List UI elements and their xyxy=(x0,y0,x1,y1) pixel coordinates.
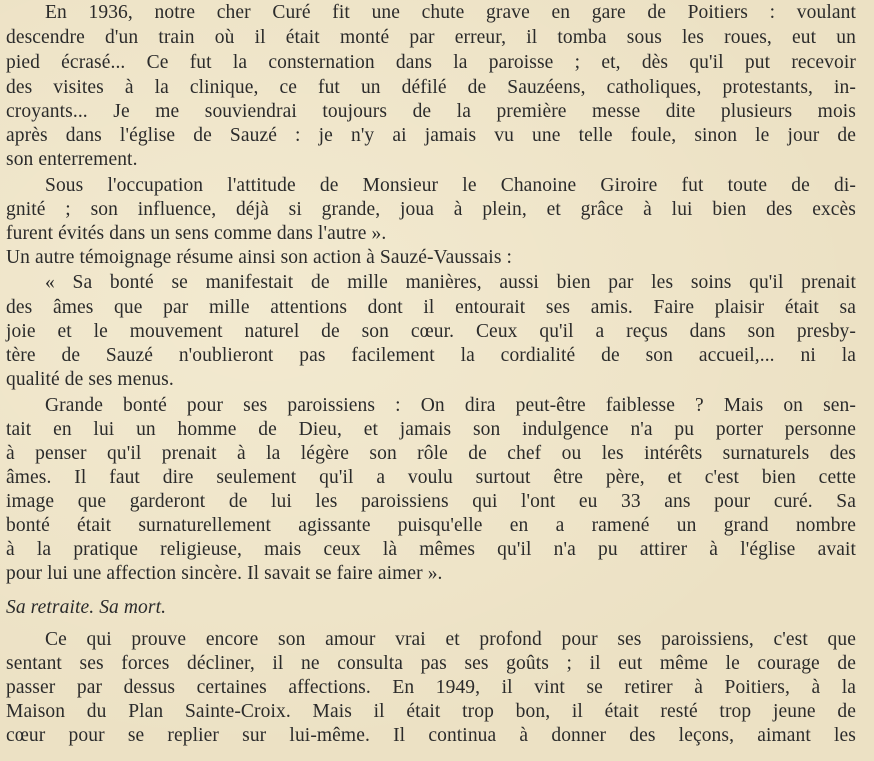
text-line: bonté était surnaturellement agissante puisqu'elle en a ramené un grand nombre xyxy=(6,515,856,536)
text-line: Maison du Plan Sainte-Croix. Mais il était trop bon, il était resté trop jeune de xyxy=(6,701,856,722)
text-line: sentant ses forces décliner, il ne consulta pas ses goûts ; il eut même le courage de xyxy=(6,653,856,674)
text-line: des visites à la clinique, ce fut un défilé de Sauzéens, catholiques, protestants, in- xyxy=(6,77,856,98)
text-line: Grande bonté pour ses paroissiens : On dira peut-être faiblesse ? Mais on sen- xyxy=(45,395,856,416)
text-line: image que garderont de lui les paroissiens qui l'ont eu 33 ans pour curé. Sa xyxy=(6,491,856,512)
text-line: Sous l'occupation l'attitude de Monsieur le Chanoine Giroire fut toute de di- xyxy=(45,175,856,196)
text-line: son enterrement. xyxy=(6,149,138,170)
text-line: à penser qu'il prenait à la légère son rôle de chef ou les intérêts surnaturels des xyxy=(6,443,856,464)
text-line: furent évités dans un sens comme dans l'autre ». xyxy=(6,223,387,244)
text-line: qualité de ses menus. xyxy=(6,369,174,390)
text-line: Ce qui prouve encore son amour vrai et profond pour ses paroissiens, c'est que xyxy=(45,629,856,650)
text-line: gnité ; son influence, déjà si grande, joua à plein, et grâce à lui bien des excès xyxy=(6,199,856,220)
text-line: après dans l'église de Sauzé : je n'y ai jamais vu une telle foule, sinon le jour de xyxy=(6,125,856,146)
text-line: âmes. Il faut dire seulement qu'il a voulu surtout être père, et c'est bien cette xyxy=(6,467,856,488)
text-line: En 1936, notre cher Curé fit une chute grave en gare de Poitiers : voulant xyxy=(45,2,856,23)
text-line: tère de Sauzé n'oublieront pas facilement la cordialité de son accueil,... ni la xyxy=(6,345,856,366)
text-line: « Sa bonté se manifestait de mille manières, aussi bien par les soins qu'il prenait xyxy=(45,272,856,293)
text-line: des âmes que par mille attentions dont il entourait ses amis. Faire plaisir était sa xyxy=(6,297,856,318)
text-line: joie et le mouvement naturel de son cœur. Ceux qu'il a reçus dans son presby- xyxy=(6,321,856,342)
text-line: croyants... Je me souviendrai toujours de la première messe dite plusieurs mois xyxy=(6,101,856,122)
text-line: Un autre témoignage résume ainsi son action à Sauzé-Vaussais : xyxy=(6,247,513,268)
text-line: passer par dessus certaines affections. En 1949, il vint se retirer à Poitiers, à la xyxy=(6,677,856,698)
section-heading: Sa retraite. Sa mort. xyxy=(6,597,167,618)
text-line: pied écrasé... Ce fut la consternation dans la paroisse ; et, dès qu'il put recevoir xyxy=(6,52,856,73)
text-line: tait en lui un homme de Dieu, et jamais son indulgence n'a pu porter personne xyxy=(6,419,856,440)
text-line: à la pratique religieuse, mais ceux là mêmes qu'il n'a pu attirer à l'église avait xyxy=(6,539,856,560)
text-line: cœur pour se replier sur lui-même. Il continua à donner des leçons, aimant les xyxy=(6,725,856,746)
text-line: pour lui une affection sincère. Il savait se faire aimer ». xyxy=(6,563,443,584)
text-line: descendre d'un train où il était monté par erreur, il tomba sous les roues, eut un xyxy=(6,27,856,48)
